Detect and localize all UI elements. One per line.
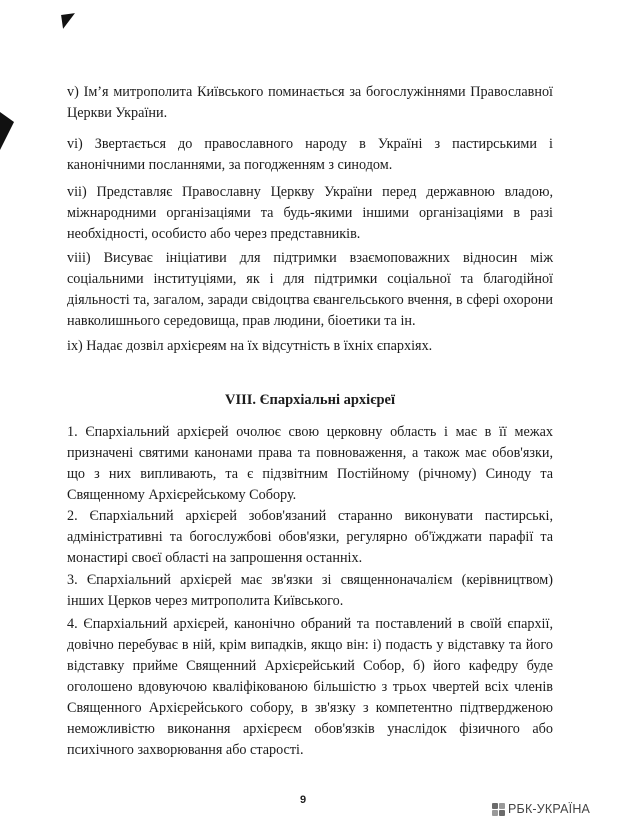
scan-corner-mark — [61, 13, 77, 29]
scan-edge-mark — [0, 112, 14, 150]
article-4: 4. Єпархіальний архієрей, канонічно обраний та поставлений в своїй єпархії, довічно перебуває в ній, крім випадків, якщо він: і) подасть у відставку та його відставку прийме Священний Архієрейський Собор, б) його кафедру буде оголошено вдовуючою кваліфікованою більшістю з трьох чвертей всіх членів Священного Архієрейського собору, в зв'язку з компетентно підтвердженою неможливістю виконання архієреєм обов'язків унаслідок фізичного або психічного захворювання або старості. — [67, 616, 553, 758]
clause-vii: vii) Представляє Православну Церкву України перед державною владою, міжнародними організаціями та будь-якими іншими організаціями в разі необхідності, особисто або через представників. — [67, 184, 553, 242]
watermark — [492, 802, 590, 816]
watermark-logo-icon — [492, 803, 505, 816]
clause-v: v) Ім’я митрополита Київського поминається за богослужіннями Православної Церкви України. — [67, 84, 553, 121]
article-3: 3. Єпархіальний архієрей має зв'язки зі священноначалієм (керівництвом) інших Церков через митрополита Київського. — [67, 572, 553, 609]
watermark-text: РБК-УКРАЇНА — [508, 802, 591, 816]
page-number: 9 — [300, 794, 307, 806]
article-1: 1. Єпархіальний архієрей очолює свою церковну область і має в її межах призначені святими канонами права та повноваження, а також має обов'язки, що з них випливають, та є підзвітним Постійному (річному) Синоду та Священному Архієрейському Собору. — [67, 424, 553, 503]
clause-ix: ix) Надає дозвіл архієреям на їх відсутність в їхніх єпархіях. — [67, 338, 433, 354]
section-heading: VIII. Єпархіальні архієреї — [224, 392, 395, 408]
article-2: 2. Єпархіальний архієрей зобов'язаний старанно виконувати пастирські, адміністративні та богослужбові обов'язки, регулярно об'їжджати парафії та монастирі своєї області на запрошення останніх. — [67, 508, 553, 566]
clause-vi: vi) Звертається до православного народу в Україні з пастирськими і канонічними посланнями, за погодженням з синодом. — [67, 136, 553, 173]
clause-viii: viii) Висуває ініціативи для підтримки взаємоповажних відносин між соціальними інституціями, як і для підтримки соціальної та благодійної діяльності та, загалом, заради свідоцтва євангельського вчення, в сфері охорони навколишнього середовища, прав людини, біоетики та ін. — [67, 250, 553, 329]
